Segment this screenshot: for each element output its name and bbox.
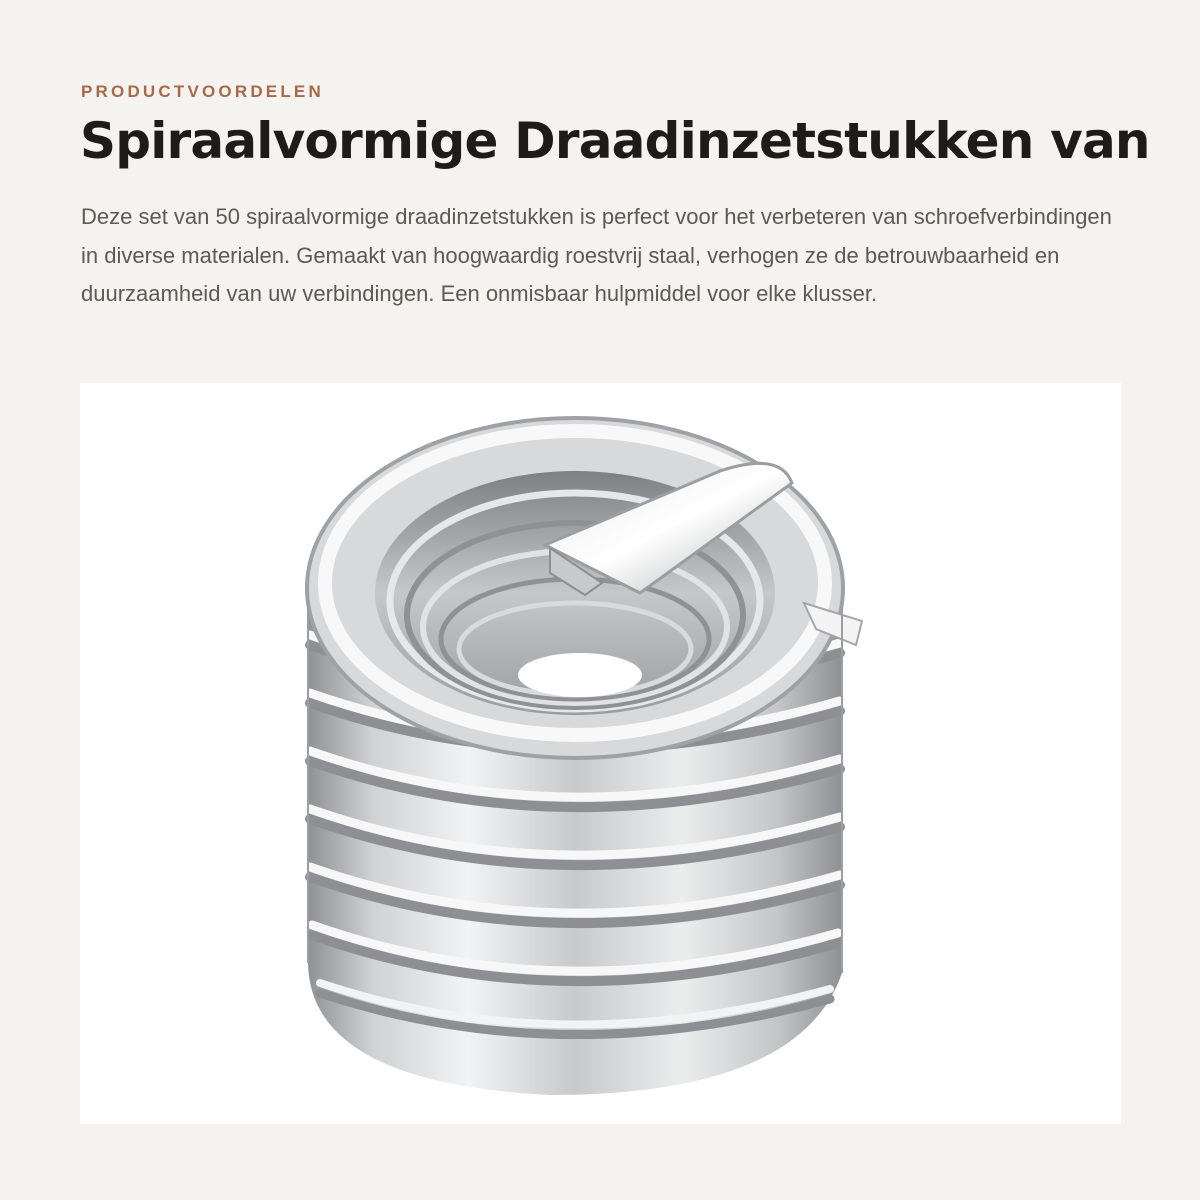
section-description: Deze set van 50 spiraalvormige draadinzetstukken is perfect voor het verbeteren van schroefverbindingen in diverse materialen. Gemaakt van hoogwaardig roestvrij staal, verhogen ze de betrouwbaarheid en duurzaamheid van uw verbindingen. Een onmisbaar hulpmiddel voor elke klusser. bbox=[81, 204, 1112, 306]
thread-insert-illustration bbox=[80, 383, 1121, 1124]
section-eyebrow: PRODUCTVOORDELEN bbox=[81, 82, 324, 101]
section-title: Spiraalvormige Draadinzetstukken van bbox=[80, 112, 1150, 170]
product-image bbox=[80, 383, 1121, 1124]
